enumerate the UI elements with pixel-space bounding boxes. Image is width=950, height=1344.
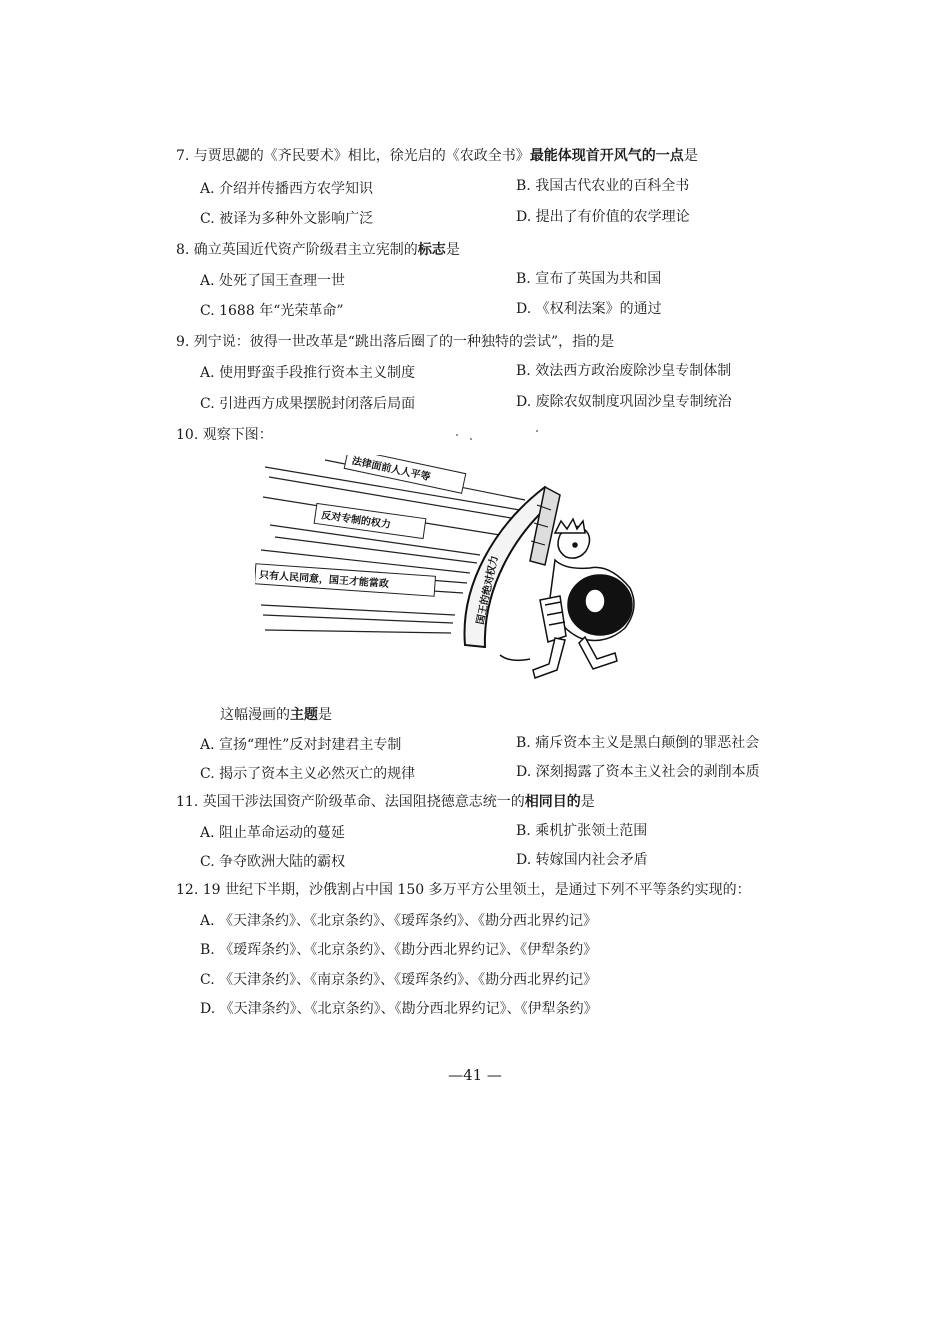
question-12-stem <box>176 880 751 900</box>
stem-text: 10. 观察下图： <box>176 427 273 443</box>
stem-emphasis: 标志 <box>417 242 446 258</box>
option-9d: D. 废除农奴制度巩固沙皇专制统治 <box>516 394 732 410</box>
option-10c: C. 揭示了资本主义必然灭亡的规律 <box>200 766 416 782</box>
stem-text-end: 是 <box>683 148 698 164</box>
stem-emphasis: 最能体现首开风气的一点 <box>529 148 684 164</box>
option-10d: D. 深刻揭露了资本主义社会的剥削本质 <box>516 764 760 780</box>
scan-speck <box>456 434 458 436</box>
question-8-stem <box>176 240 460 260</box>
stem-text: 12. 19 世纪下半期，沙俄割占中国 150 多万平方公里领土，是通过下列不平等条约实现的： <box>176 882 751 898</box>
option-9a: A. 使用野蛮手段推行资本主义制度 <box>200 365 416 381</box>
option-8c: C. 1688 年“光荣革命” <box>200 303 344 319</box>
stem-text-end: 是 <box>445 242 460 258</box>
question-7-stem <box>176 146 698 166</box>
option-11b: B. 乘机扩张领土范围 <box>516 823 648 839</box>
stem-text: 11. 英国干涉法国资产阶级革命、法国阻挠德意志统一的 <box>176 794 525 810</box>
stem-text: 9. 列宁说：彼得一世改革是“跳出落后圈了的一种独特的尝试”，指的是 <box>176 334 615 350</box>
king-figure <box>500 519 634 678</box>
stem-text-end: 是 <box>580 794 595 810</box>
option-7b: B. 我国古代农业的百科全书 <box>516 178 690 194</box>
option-7a: A. 介绍并传播西方农学知识 <box>200 181 374 197</box>
ray-label-2: 反对专制的权力 <box>320 510 392 531</box>
ray-label-3: 只有人民同意，国王才能當政 <box>258 570 390 591</box>
option-9c: C. 引进西方成果摆脱封闭落后局面 <box>200 396 416 412</box>
shield-label: 国王的绝对权力 <box>475 554 501 626</box>
stem-emphasis: 相同目的 <box>524 794 581 810</box>
prompt-text-end: 是 <box>318 707 332 723</box>
question-9-stem <box>176 332 614 352</box>
prompt-text: 这幅漫画的 <box>220 707 290 723</box>
ray-label-1: 法律面前人人平等 <box>350 455 432 484</box>
page-number: —41 — <box>448 1066 502 1084</box>
option-12b: B. 《瑷珲条约》、《北京条约》、《勘分西北界约记》、《伊犁条约》 <box>200 942 598 958</box>
option-7c: C. 被译为多种外文影响广泛 <box>200 211 374 227</box>
scan-speck <box>470 438 472 440</box>
question-10-stem <box>176 425 273 445</box>
option-11a: A. 阻止革命运动的蔓延 <box>200 825 346 841</box>
stem-text: 8. 确立英国近代资产阶级君主立宪制的 <box>176 242 418 258</box>
option-10a: A. 宣扬“理性”反对封建君主专制 <box>200 737 402 753</box>
option-12c: C. 《天津条约》、《南京条约》、《瑷珲条约》、《勘分西北界约记》 <box>200 972 598 988</box>
cartoon-illustration <box>255 455 775 695</box>
option-8b: B. 宣布了英国为共和国 <box>516 271 662 287</box>
option-11c: C. 争夺欧洲大陆的霸权 <box>200 854 346 870</box>
option-12a: A. 《天津条约》、《北京条约》、《瑷珲条约》、《勘分西北界约记》 <box>200 913 598 929</box>
option-9b: B. 效法西方政治废除沙皇专制体制 <box>516 363 732 379</box>
option-11d: D. 转嫁国内社会矛盾 <box>516 852 648 868</box>
option-8d: D. 《权利法案》的通过 <box>516 301 662 317</box>
option-8a: A. 处死了国王查理一世 <box>200 273 346 289</box>
question-11-stem <box>176 792 595 812</box>
option-7d: D. 提出了有价值的农学理论 <box>516 209 690 225</box>
option-12d: D. 《天津条约》、《北京条约》、《勘分西北界约记》、《伊犁条约》 <box>200 1001 598 1017</box>
scan-speck <box>536 430 538 432</box>
prompt-emphasis: 主题 <box>290 707 318 723</box>
stem-text: 7. 与贾思勰的《齐民要术》相比，徐光启的《农政全书》 <box>176 148 530 164</box>
question-10-prompt <box>220 705 332 725</box>
option-10b: B. 痛斥资本主义是黑白颠倒的罪恶社会 <box>516 735 760 751</box>
